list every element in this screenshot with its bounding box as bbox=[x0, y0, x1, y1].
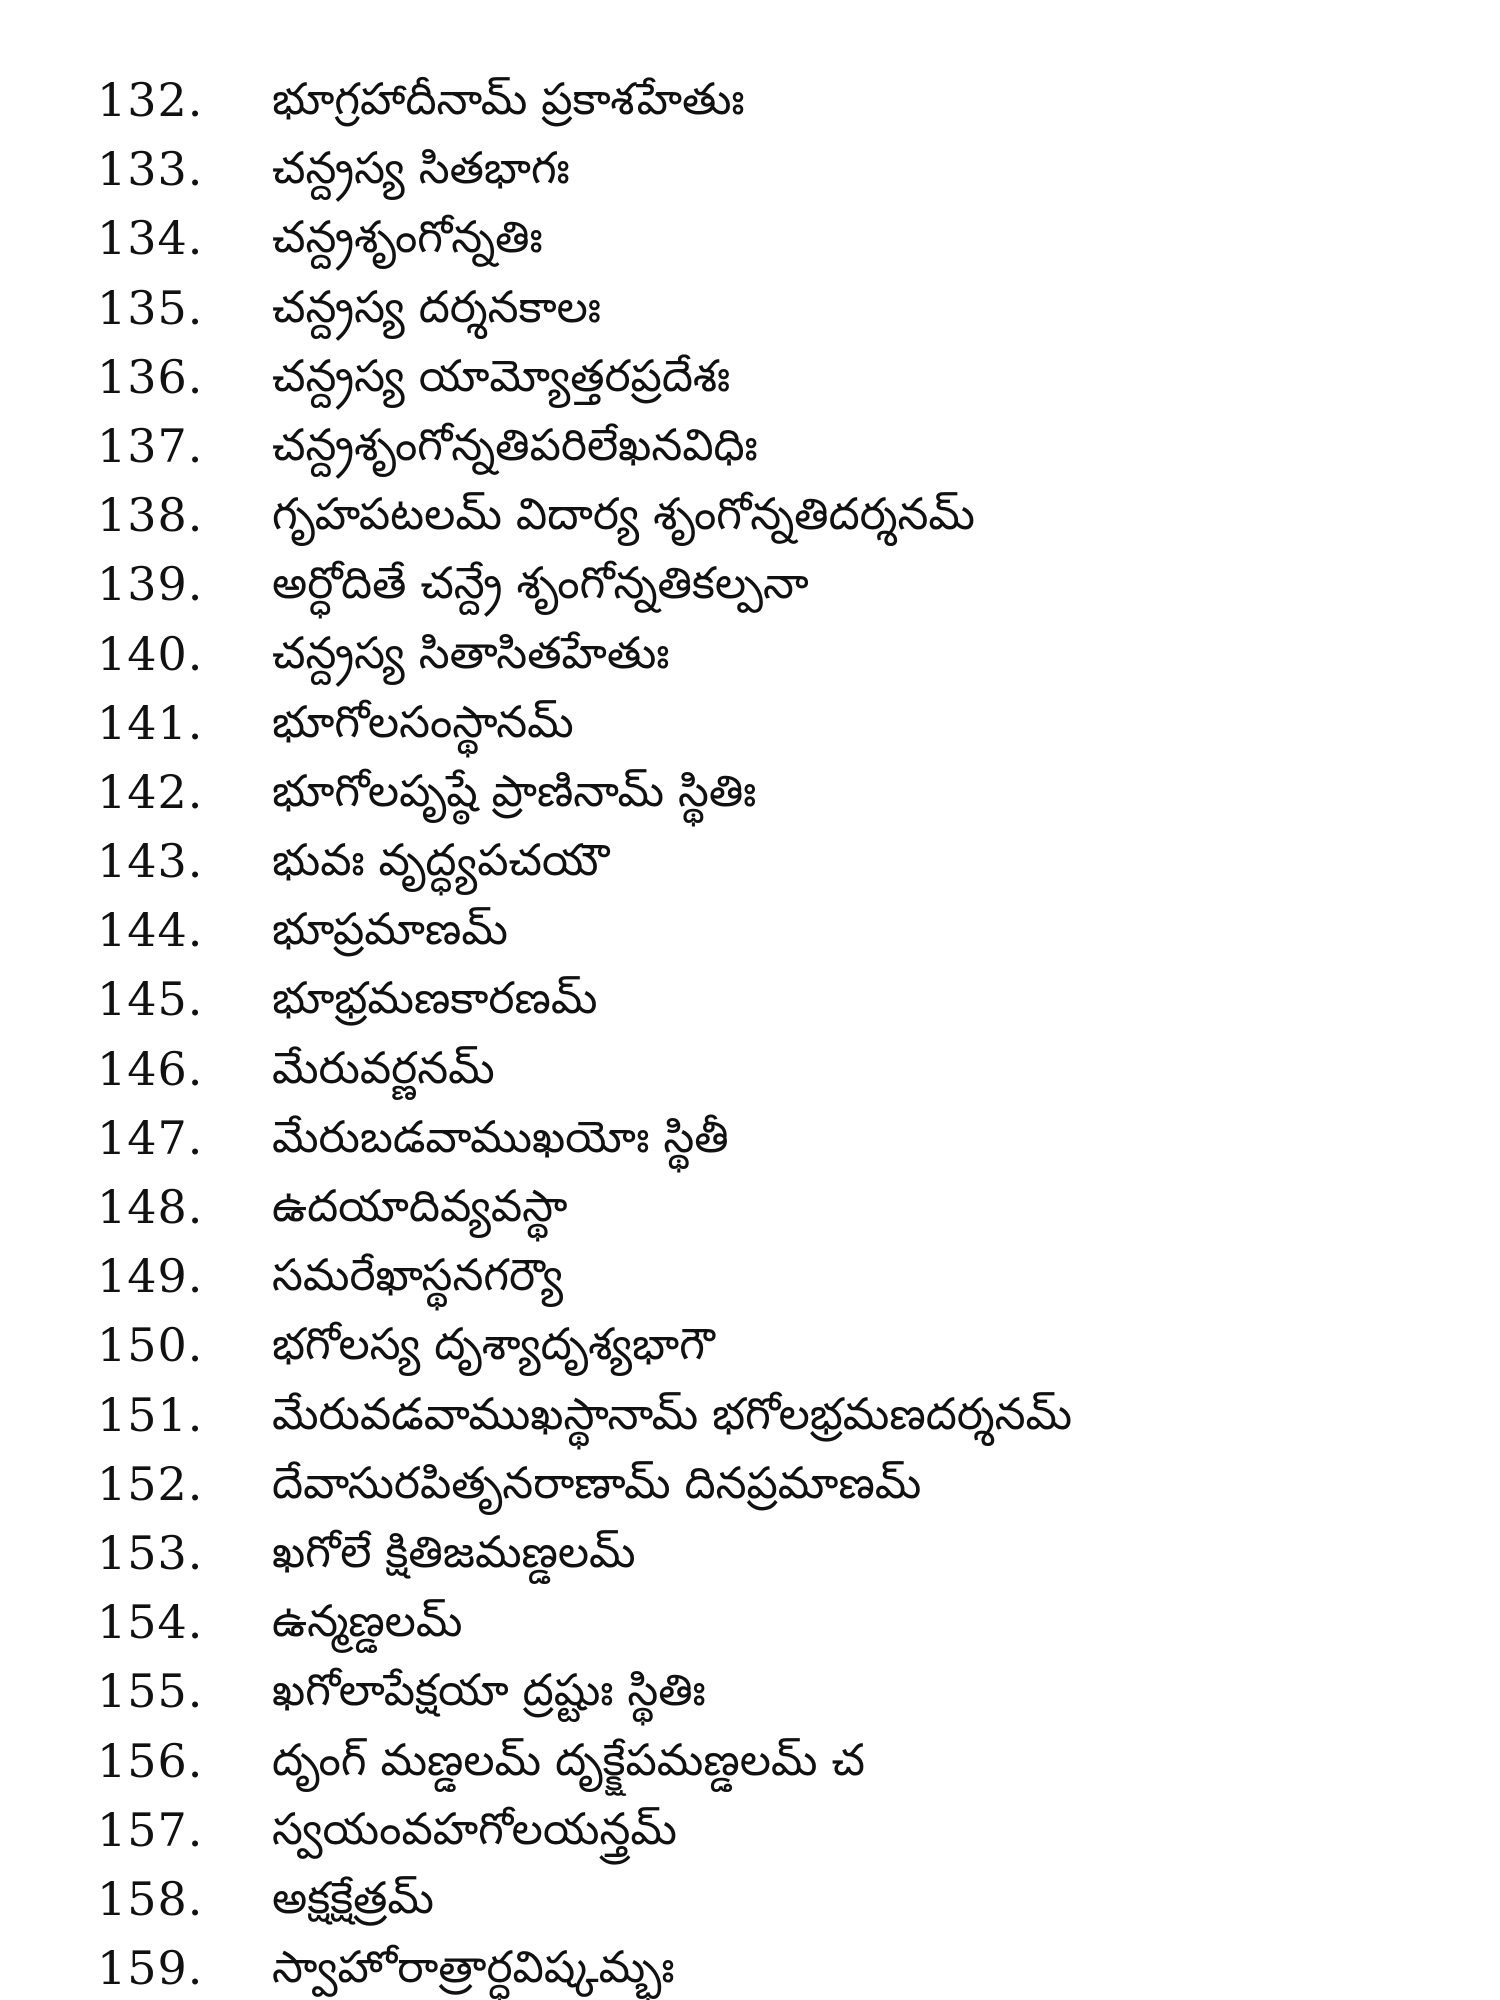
entry-number: 141. bbox=[97, 695, 204, 750]
entry-title: భూగోలపృష్ఠే ప్రాణినామ్ స్థితిః bbox=[272, 765, 757, 817]
entry-title: చన్ద్రస్య దర్శనకాలః bbox=[272, 281, 601, 333]
entry-title: దేవాసురపితృనరాణామ్ దినప్రమాణమ్ bbox=[272, 1457, 922, 1509]
entry-title: చన్ద్రస్య సితభాగః bbox=[272, 143, 570, 195]
list-item bbox=[0, 1515, 1500, 1584]
entry-number: 159. bbox=[97, 1941, 204, 1996]
list-item bbox=[0, 1723, 1500, 1792]
entry-title: భగోలస్య దృశ్యాదృశ్యభాగౌ bbox=[272, 1319, 715, 1371]
entry-number: 138. bbox=[97, 488, 204, 543]
entry-title: స్వయంవహగోలయన్త్రమ్ bbox=[272, 1803, 677, 1855]
list-item bbox=[0, 1446, 1500, 1515]
entry-number: 144. bbox=[97, 903, 204, 958]
entry-number: 147. bbox=[97, 1110, 204, 1165]
list-item bbox=[0, 754, 1500, 823]
list-item bbox=[0, 1792, 1500, 1861]
entry-title: ఖగోలే క్షితిజమణ్డలమ్ bbox=[272, 1526, 636, 1578]
entry-number: 157. bbox=[97, 1802, 204, 1857]
entry-title: భువః వృద్ధ్యపచయౌ bbox=[272, 835, 610, 887]
entry-number: 145. bbox=[97, 972, 204, 1027]
list-item bbox=[0, 685, 1500, 754]
list-item bbox=[0, 62, 1500, 131]
list-item bbox=[0, 270, 1500, 339]
list-item bbox=[0, 131, 1500, 200]
entry-title: సమరేఖాస్థనగర్యౌ bbox=[272, 1250, 564, 1302]
list-item bbox=[0, 1930, 1500, 1999]
entry-number: 134. bbox=[97, 211, 204, 266]
entry-number: 158. bbox=[97, 1871, 204, 1926]
entry-number: 156. bbox=[97, 1733, 204, 1788]
entry-title: భూగోలసంస్థానమ్ bbox=[272, 696, 574, 748]
entry-number: 139. bbox=[97, 557, 204, 612]
entry-number: 136. bbox=[97, 349, 204, 404]
entry-title: మేరువర్ణనమ్ bbox=[272, 1042, 495, 1094]
entry-title: చన్ద్రశృంగోన్నతిః bbox=[272, 212, 543, 264]
list-item bbox=[0, 1238, 1500, 1307]
list-item bbox=[0, 1377, 1500, 1446]
entry-title: దృంగ్ మణ్డలమ్ దృక్క్షేపమణ్డలమ్ చ bbox=[272, 1734, 865, 1786]
entry-title: చన్ద్రస్య యామ్యోత్తరప్రదేశః bbox=[272, 350, 731, 402]
entry-title: భూగ్రహాదీనామ్ ప్రకాశహేతుః bbox=[272, 74, 745, 125]
entry-title: స్వాహోరాత్రార్ధవిష్కమ్భః bbox=[272, 1942, 675, 1994]
entry-number: 143. bbox=[97, 834, 204, 889]
entry-number: 155. bbox=[97, 1664, 204, 1719]
entry-number: 151. bbox=[97, 1387, 204, 1442]
entry-title: చన్ద్రస్య సితాసితహేతుః bbox=[272, 627, 670, 679]
list-item bbox=[0, 1100, 1500, 1169]
entry-number: 153. bbox=[97, 1525, 204, 1580]
entry-title: అర్ధోదితే చన్ద్రే శృంగోన్నతికల్పనా bbox=[272, 558, 809, 610]
entry-number: 154. bbox=[97, 1595, 204, 1650]
list-item bbox=[0, 1861, 1500, 1930]
entry-title: ఉదయాదివ్యవస్థా bbox=[272, 1181, 568, 1232]
entry-title: ఉన్మణ్డలమ్ bbox=[272, 1596, 463, 1648]
list-item bbox=[0, 477, 1500, 546]
list-item bbox=[0, 1031, 1500, 1100]
list-item bbox=[0, 892, 1500, 961]
entry-number: 133. bbox=[97, 142, 204, 197]
entry-number: 150. bbox=[97, 1318, 204, 1373]
list-item bbox=[0, 1653, 1500, 1722]
list-item bbox=[0, 616, 1500, 685]
entry-title: ఖగోలాపేక్షయా ద్రష్టుః స్థితిః bbox=[272, 1665, 706, 1717]
list-item bbox=[0, 339, 1500, 408]
entry-number: 149. bbox=[97, 1249, 204, 1304]
entry-title: గృహపటలమ్ విదార్య శృంగోన్నతిదర్శనమ్ bbox=[272, 489, 975, 541]
contents-list bbox=[0, 62, 1500, 1999]
list-item bbox=[0, 1307, 1500, 1376]
list-item bbox=[0, 546, 1500, 615]
entry-number: 142. bbox=[97, 764, 204, 819]
list-item bbox=[0, 1169, 1500, 1238]
entry-title: భూభ్రమణకారణమ్ bbox=[272, 973, 598, 1025]
entry-number: 137. bbox=[97, 418, 204, 473]
entry-number: 148. bbox=[97, 1180, 204, 1234]
entry-title: చన్ద్రశృంగోన్నతిపరిలేఖనవిధిః bbox=[272, 419, 758, 471]
entry-number: 140. bbox=[97, 626, 204, 681]
list-item bbox=[0, 200, 1500, 269]
entry-number: 135. bbox=[97, 280, 204, 335]
list-item bbox=[0, 1584, 1500, 1653]
entry-title: మేరువడవాముఖస్థానామ్ భగోలభ్రమణదర్శనమ్ bbox=[272, 1388, 1073, 1440]
entry-number: 152. bbox=[97, 1456, 204, 1511]
list-item bbox=[0, 961, 1500, 1030]
list-item bbox=[0, 823, 1500, 892]
entry-number: 146. bbox=[97, 1041, 204, 1096]
entry-number: 132. bbox=[97, 73, 204, 127]
entry-title: భూప్రమాణమ్ bbox=[272, 904, 508, 956]
list-item bbox=[0, 408, 1500, 477]
entry-title: అక్షక్షేత్రమ్ bbox=[272, 1872, 434, 1924]
entry-title: మేరుబడవాముఖయోః స్థితీ bbox=[272, 1111, 729, 1163]
